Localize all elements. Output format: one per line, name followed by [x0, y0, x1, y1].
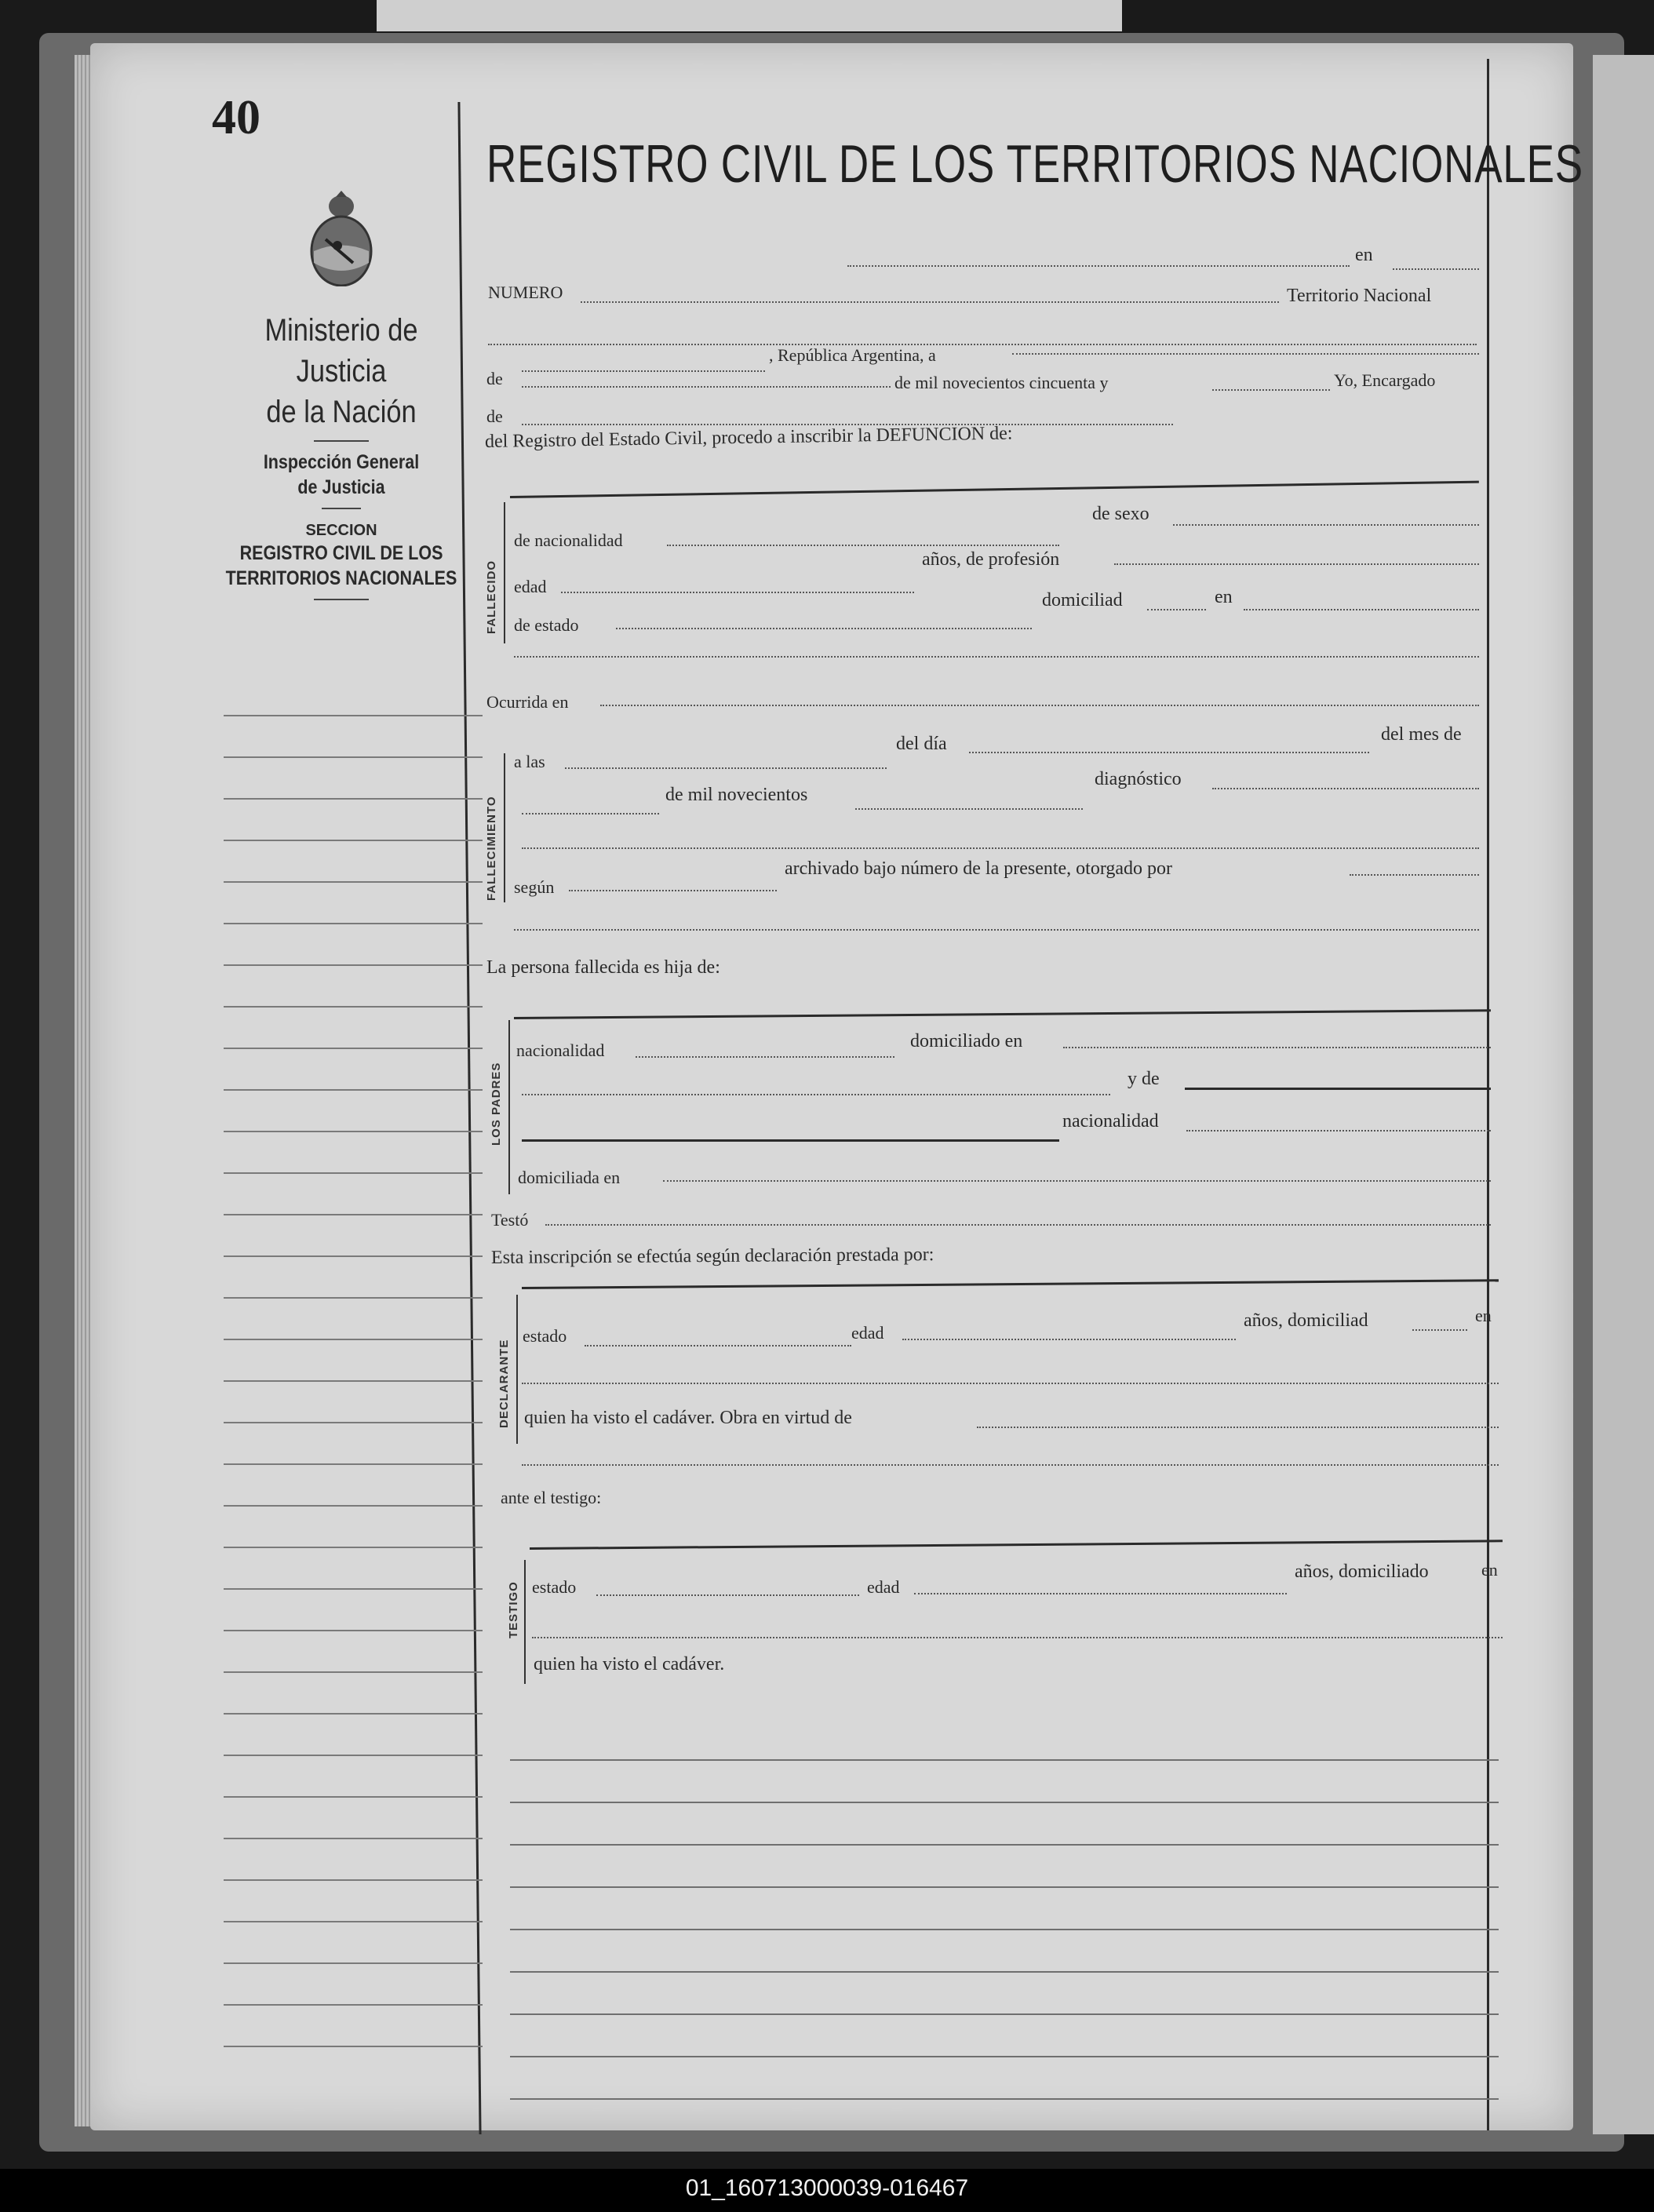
declarante-label: DECLARANTE — [497, 1339, 511, 1428]
day-field — [522, 370, 765, 372]
del-dia-label: del día — [896, 734, 947, 754]
padre-nacionalidad-field — [636, 1056, 894, 1058]
registry-line-2: TERRITORIOS NACIONALES — [225, 567, 457, 589]
anos-domiciliad-label: años, domiciliad — [1244, 1310, 1368, 1331]
fallecido-bracket — [504, 502, 513, 643]
annotation-lines — [510, 1718, 1499, 2103]
declarante-edad-field — [902, 1339, 1236, 1340]
date-field — [1012, 353, 1479, 355]
ante-testigo-label: ante el testigo: — [501, 1488, 602, 1507]
en-label-3: en — [1481, 1560, 1498, 1580]
registro-line: del Registro del Estado Civil, procedo a inscribir la DEFUNCION de: — [484, 423, 1013, 452]
domiciliad-field — [1147, 609, 1206, 610]
archivado-label: archivado bajo número de la presente, otorgado por — [785, 858, 1173, 879]
form-title: REGISTRO CIVIL DE LOS TERRITORIOS NACIONALES — [486, 134, 1583, 194]
testigo-estado-field — [596, 1594, 859, 1596]
numero-field — [581, 301, 1279, 303]
obra-field — [977, 1427, 1499, 1428]
de-label-1: de — [486, 369, 503, 388]
margin-note-lines — [224, 675, 483, 2087]
diagnostico-label: diagnóstico — [1095, 769, 1182, 789]
ministry-heading — [204, 310, 479, 608]
declarante-domicilio-field — [522, 1383, 1499, 1384]
testo-field — [545, 1224, 1491, 1226]
mother-name-line — [1185, 1088, 1491, 1090]
estado-field — [616, 628, 1032, 629]
registry-rule — [314, 599, 369, 600]
en-label-1: en — [1215, 587, 1233, 607]
hija-de-label: La persona fallecida es hija de: — [486, 957, 720, 978]
ocurrida-label: Ocurrida en — [486, 692, 569, 712]
inscripcion-label: Esta inscripción se efectúa según declaración prestada por: — [490, 1244, 934, 1268]
edad-label-2: edad — [851, 1323, 884, 1343]
de-estado-label: de estado — [514, 615, 579, 635]
padre-domicilio-extra-field — [522, 1094, 1110, 1095]
edad-label: edad — [514, 577, 547, 596]
declarante-domiciliad-field — [1412, 1329, 1467, 1331]
otorgado-field — [1350, 874, 1479, 876]
segun-field — [569, 890, 777, 891]
mil-novecientos-label: de mil novecientos — [665, 785, 808, 805]
de-nacionalidad-label: de nacionalidad — [514, 530, 623, 550]
en-label: en — [1355, 245, 1373, 265]
sexo-field — [1173, 524, 1479, 526]
numero-label: NUMERO — [488, 282, 563, 302]
quien-obra-label: quien ha visto el cadáver. Obra en virtud de — [524, 1408, 852, 1428]
section-label: SECCION — [305, 522, 377, 539]
otorgado-extra-field — [514, 929, 1479, 931]
fallecido-label: FALLECIDO — [485, 560, 498, 634]
edad-label-3: edad — [867, 1577, 900, 1597]
fallecimiento-bracket — [504, 753, 513, 902]
testigo-domicilio-field — [532, 1637, 1503, 1638]
testigo-edad-field — [914, 1593, 1287, 1594]
profesion-field — [1114, 563, 1479, 565]
estado-label: estado — [523, 1326, 567, 1346]
inspection-line-2: de Justicia — [297, 476, 385, 498]
year-field — [1212, 389, 1330, 391]
inspection-line-1: Inspección General — [263, 451, 420, 473]
padre-domicilio-field — [1063, 1047, 1491, 1048]
testigo-label: TESTIGO — [507, 1581, 520, 1638]
ministry-rule — [314, 440, 369, 442]
segun-label: según — [514, 877, 555, 897]
nacionalidad-label: nacionalidad — [516, 1040, 605, 1060]
encargado-field — [522, 424, 1173, 425]
page-number: 40 — [212, 91, 260, 144]
y-de-label: y de — [1128, 1069, 1160, 1089]
hora-field — [565, 767, 887, 769]
inspection-rule — [322, 508, 361, 509]
ocurrida-field — [600, 705, 1479, 706]
diagnostico-field — [1212, 788, 1479, 789]
yo-encargado-label: Yo, Encargado — [1334, 370, 1436, 390]
mil-cincuenta-label: de mil novecientos cincuenta y — [894, 373, 1109, 392]
madre-nacionalidad-field — [1186, 1130, 1491, 1132]
del-mes-label: del mes de — [1381, 724, 1462, 745]
en-place-field — [847, 265, 1350, 267]
estado-label-2: estado — [532, 1577, 577, 1597]
image-caption: 01_160713000039-016467 — [685, 2175, 969, 2201]
anos-domiciliado-label: años, domiciliado — [1295, 1562, 1429, 1582]
madre-domicilio-field — [663, 1180, 1491, 1182]
quien-visto-label: quien ha visto el cadáver. — [534, 1654, 725, 1674]
ano-field — [855, 808, 1083, 810]
mother-name-extra-line — [522, 1139, 1059, 1142]
en-label-2: en — [1475, 1306, 1492, 1325]
anos-profesion-label: años, de profesión — [922, 549, 1060, 570]
nacionalidad-label-2: nacionalidad — [1062, 1111, 1159, 1132]
a-las-label: a las — [514, 752, 545, 771]
padres-label: LOS PADRES — [490, 1062, 503, 1146]
de-label-2: de — [486, 406, 503, 426]
en-blank-field — [1393, 268, 1479, 270]
place-field — [488, 344, 1477, 345]
month-field — [522, 386, 891, 388]
domicile-extra-field — [514, 656, 1479, 658]
ministry-line-2: de la Nación — [266, 395, 417, 429]
edad-field — [561, 592, 914, 593]
diagnostico-extra-field — [522, 847, 1479, 849]
declarante-estado-field — [585, 1345, 851, 1347]
registry-line-1: REGISTRO CIVIL DE LOS — [239, 542, 443, 564]
domiciliado-en-label: domiciliado en — [910, 1031, 1023, 1051]
de-sexo-label: de sexo — [1092, 504, 1149, 524]
territorio-label: Territorio Nacional — [1287, 286, 1432, 306]
republica-label: , República Argentina, a — [769, 345, 936, 365]
domiciliad-label: domiciliad — [1042, 590, 1123, 610]
mes-field — [522, 813, 659, 814]
nacionalidad-field — [667, 545, 1059, 546]
testo-label: Testó — [491, 1210, 529, 1230]
domiciliada-en-label: domiciliada en — [518, 1168, 621, 1187]
fallecimiento-label: FALLECIMIENTO — [485, 796, 498, 901]
ministry-line-1: Ministerio de Justicia — [264, 313, 418, 388]
dia-field — [969, 752, 1369, 753]
coat-of-arms-icon — [306, 184, 377, 286]
obra-extra-field — [522, 1464, 1499, 1466]
next-page-edge — [1593, 55, 1654, 2134]
previous-page-edge — [377, 0, 1122, 31]
domicile-field — [1244, 609, 1479, 610]
